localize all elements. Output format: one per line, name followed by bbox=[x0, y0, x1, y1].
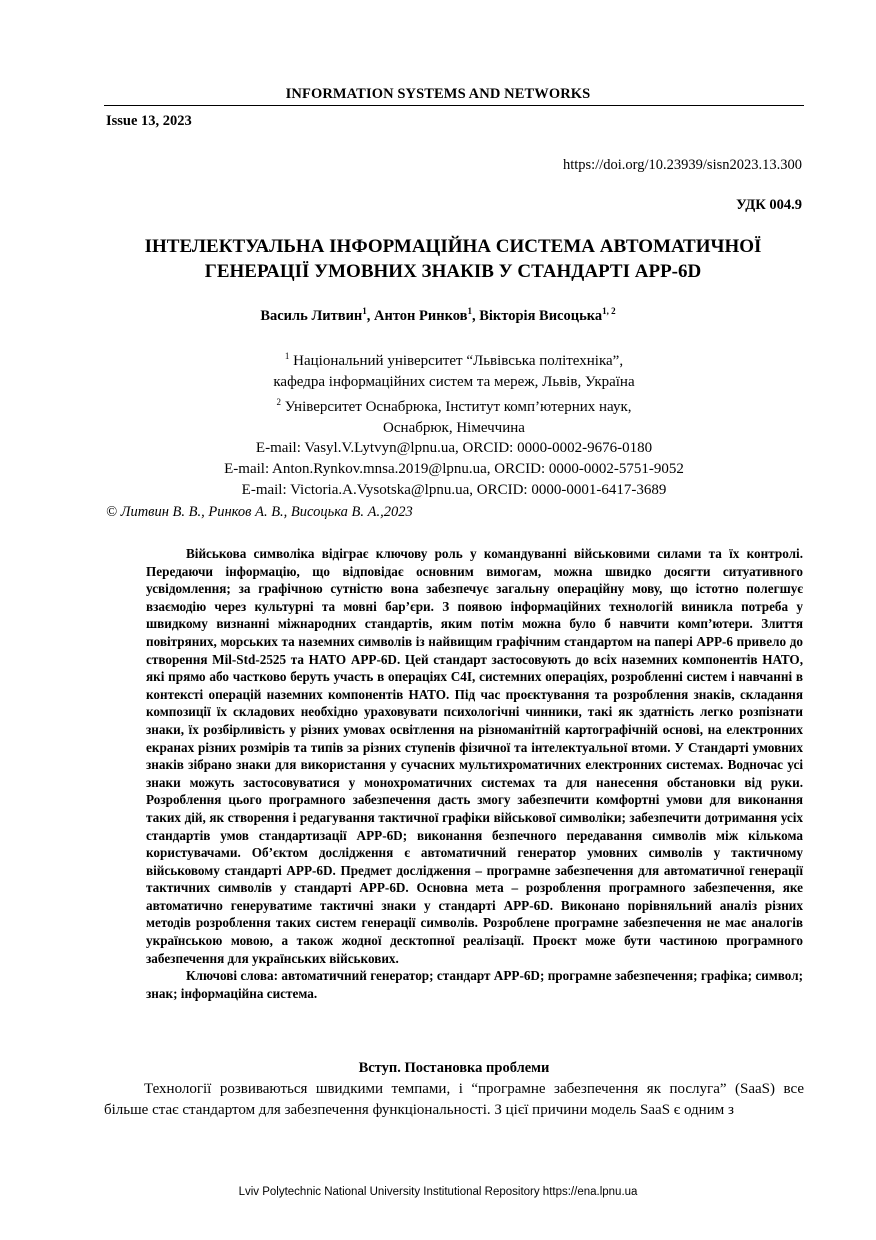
affiliation-mark: 2 bbox=[276, 397, 281, 408]
author-name: Василь Литвин bbox=[260, 307, 363, 324]
author-affiliation-mark: 1 bbox=[362, 306, 367, 316]
intro-section bbox=[104, 1079, 804, 1120]
abstract bbox=[146, 545, 803, 1002]
section-heading: Вступ. Постановка проблеми bbox=[358, 1060, 550, 1076]
copyright-notice: © Литвин В. В., Ринков А. В., Висоцька В. А.,2023 bbox=[106, 504, 413, 520]
author-name: Вікторія Висоцька bbox=[479, 307, 603, 324]
affiliation-mark: 1 bbox=[284, 351, 290, 361]
affiliation-line bbox=[0, 346, 876, 372]
article-title bbox=[100, 234, 806, 284]
affiliations bbox=[0, 346, 876, 500]
affiliation-line: Оснабрюк, Німеччина bbox=[383, 419, 525, 436]
author-affiliation-mark: 1, 2 bbox=[602, 306, 616, 316]
issue-label: Issue 13, 2023 bbox=[106, 113, 192, 129]
repository-footer: Lviv Polytechnic National University Institutional Repository https://ena.lpnu.ua bbox=[238, 1186, 638, 1198]
title-line-1: ІНТЕЛЕКТУАЛЬНА ІНФОРМАЦІЙНА СИСТЕМА АВТОМАТИЧНОЇ bbox=[144, 236, 762, 257]
email-line: E-mail: Vasyl.V.Lytvyn@lpnu.ua, ORCID: 0000-0002-9676-0180 bbox=[255, 440, 653, 457]
email-line: E-mail: Anton.Rynkov.mnsa.2019@lpnu.ua, ORCID: 0000-0002-5751-9052 bbox=[224, 460, 684, 477]
keywords: Ключові слова: автоматичний генератор; стандарт APP-6D; програмне забезпечення; графіка; символ; знак; інформаційна система. bbox=[146, 968, 803, 1001]
abstract-text: Військова символіка відіграє ключову роль у командуванні військовими силами та їх контролі. Передаючи інформацію, що відповідає основним вимогам, можна швидко досягти ситуативного усвідомлення; за графічною сутністю вона забезпечує загальну операційну мову, що істотно полегшує взаємодію через культурні та мовні бар’єри. З появою інформаційних технологій виникла потреба у швидкому визнанні міжнародних стандартів, яким потім можна було б навчити комп’ютери. Злиття повітряних, морських та наземних символів із найвищим графічним стандартом на папері APP-6 привело до створення Mil-Std-2525 та НАТО APP-6D. Цей стандарт застосовують до всіх наземних компонентів НАТО, які прямо або частково беруть участь в операціях C4I, системних операціях, розробленні систем і навчанні в контексті операцій наземних компонентів НАТО. Під час проєктування та розроблення знаків, складання композиції їх складових необхідно ураховувати психологічні чинники, такі як здатність легко розпізнати знаки, їх розбірливість у різних умовах освітлення на різноманітній картографічній основі, на електронних екранах різних розмірів та типів за різних ступенів фізичної та інтелектуальної втоми. У Стандарті умовних знаків зібрано знаки для використання у сучасних мультихроматичних електронних системах. Водночас усі знаки можуть застосовуватися у монохроматичних системах та для нанесення обстановки від руки. Розроблення цього програмного забезпечення дасть змогу забезпечити комфортні умови для виконання таких дій, як створення і редагування тактичної графіки військової символіки; забезпечити дотримання усіх стандартів умов стандартизації APP-6D; виконання безпечного передавання символів між кількома користувачами. Об’єктом дослідження є автоматичний генератор умовних символів у тактичному військовому стандарті APP-6D. Предмет дослідження – програмне забезпечення для автоматичної генерації тактичних символів у стандарті APP-6D. Основна мета – розроблення програмного забезпечення, яке автоматично генеруватиме тактичні знаки у стандарті APP-6D. Виконано порівняльний аналіз різних методів розроблення таких систем генерації символів. Розроблене програмне забезпечення не має аналогів українською мовою, а також жодної десктопної реалізації. Проєкт може бути частиною програмного забезпечення для українських військових. bbox=[146, 546, 803, 966]
header-divider bbox=[104, 105, 804, 106]
author-affiliation-mark: 1 bbox=[467, 306, 472, 316]
affiliation-text: Університет Оснабрюка, Інститут комп’ютерних наук, bbox=[280, 399, 632, 416]
intro-paragraph: Технології розвиваються швидкими темпами, і “програмне забезпечення як послуга” (SaaS) все більше стає стандартом для забезпечення функціональності. З цієї причини модель SaaS є одним з bbox=[104, 1081, 804, 1118]
email-line: E-mail: Victoria.A.Vysotska@lpnu.ua, ORCID: 0000-0001-6417-3689 bbox=[241, 481, 667, 498]
author-list: Василь Литвин$^1$, Антон Ринков$^1$, Вікторія Висоцька$^{1, 2}$ bbox=[260, 306, 616, 324]
affiliation-line: кафедра інформаційних систем та мереж, Львів, Україна bbox=[273, 373, 635, 390]
title-line-2: ГЕНЕРАЦІЇ УМОВНИХ ЗНАКІВ У СТАНДАРТІ APP-6D bbox=[204, 261, 702, 282]
doi-link[interactable]: https://doi.org/10.23939/sisn2023.13.300 bbox=[562, 157, 802, 173]
journal-header: INFORMATION SYSTEMS AND NETWORKS bbox=[285, 86, 591, 102]
udk-code: УДК 004.9 bbox=[736, 197, 802, 213]
affiliation-text: Національний університет “Львівська політехніка”, bbox=[289, 353, 624, 369]
author-name: Антон Ринков bbox=[374, 307, 468, 324]
affiliation-line bbox=[0, 392, 876, 418]
